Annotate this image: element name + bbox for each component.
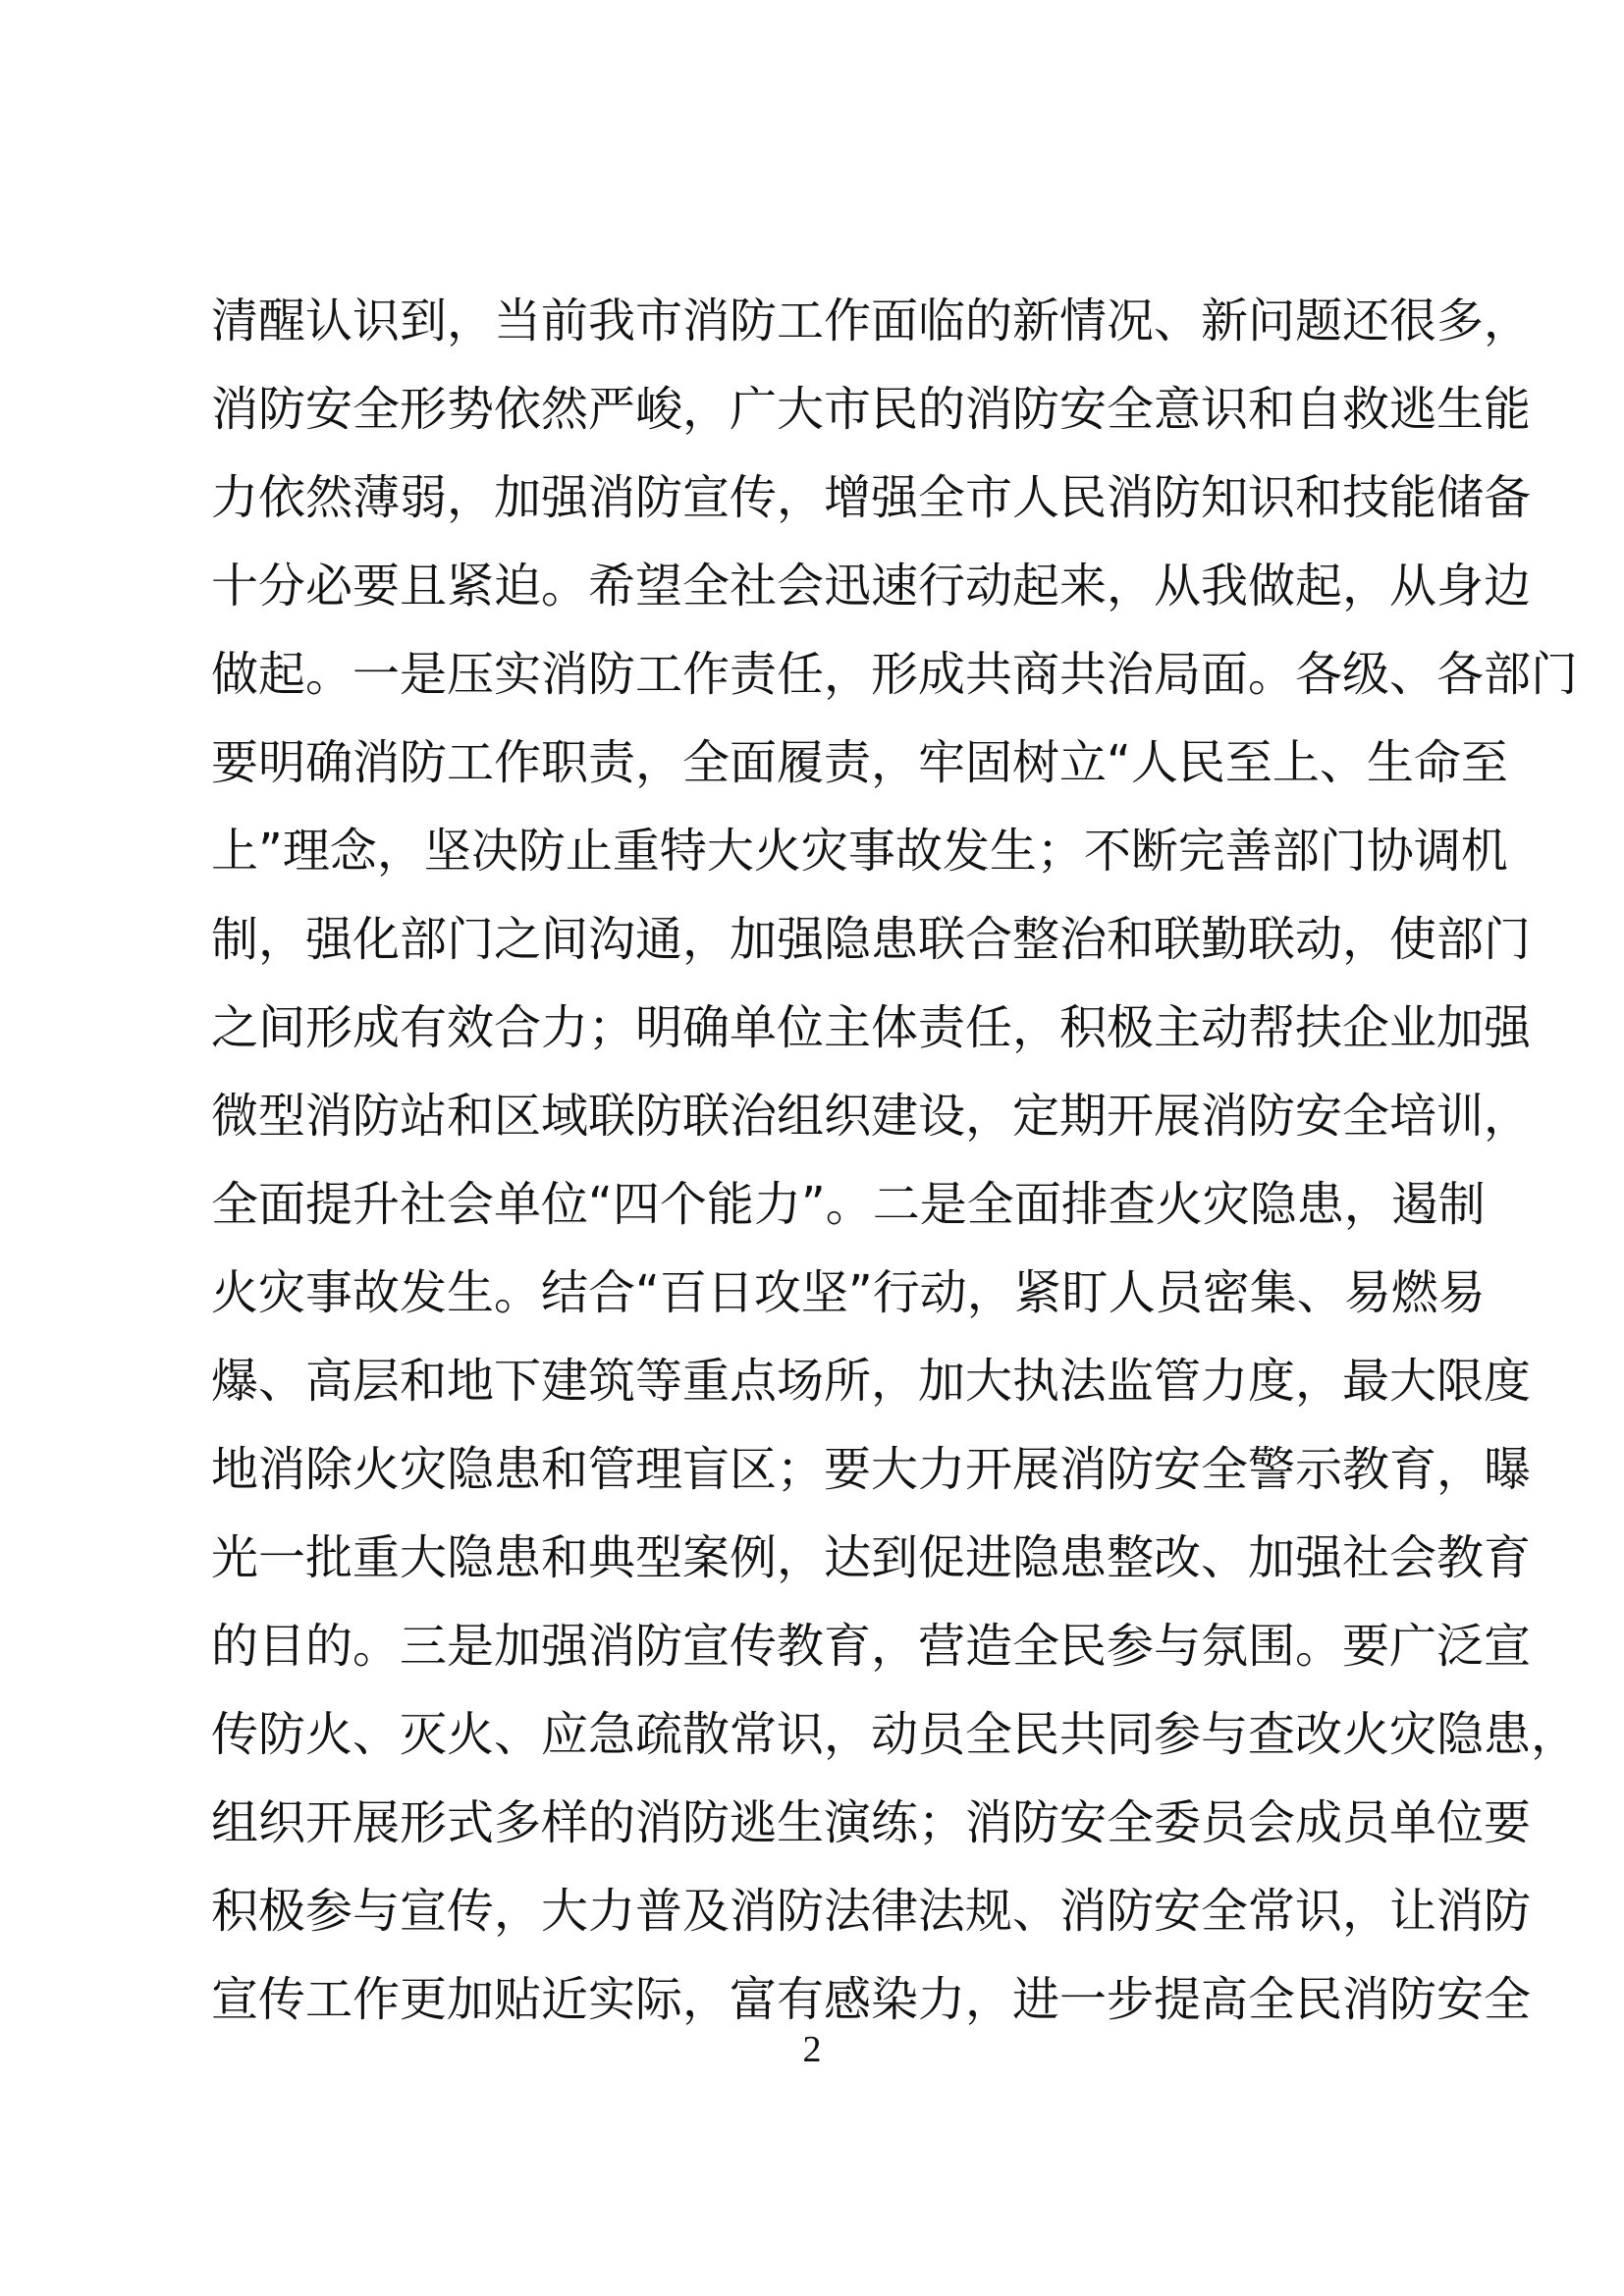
text-line: 积极参与宣传，大力普及消防法律法规、消防安全常识，让消防 bbox=[211, 1884, 1532, 1939]
text-line: 光一批重大隐患和典型案例，达到促进隐患整改、加强社会教育 bbox=[211, 1530, 1532, 1585]
text-line: 微型消防站和区域联防联治组织建设，定期开展消防安全培训， bbox=[211, 1089, 1532, 1144]
text-line: 爆、高层和地下建筑等重点场所，加大执法监管力度，最大限度 bbox=[211, 1354, 1532, 1409]
text-line: 要明确消防工作职责，全面履责，牢固树立“人民至上、生命至 bbox=[211, 735, 1508, 790]
text-line: 消防安全形势依然严峻，广大市民的消防安全意识和自救逃生能 bbox=[211, 382, 1532, 437]
text-line: 十分必要且紧迫。希望全社会迅速行动起来，从我做起，从身边 bbox=[211, 559, 1532, 614]
text-line: 传防火、灭火、应急疏散常识，动员全民共同参与查改火灾隐患， bbox=[211, 1707, 1579, 1762]
text-line: 全面提升社会单位“四个能力”。二是全面排查火灾隐患，遏制 bbox=[211, 1177, 1486, 1232]
text-line: 做起。一是压实消防工作责任，形成共商共治局面。各级、各部门 bbox=[211, 647, 1579, 702]
text-line: 火灾事故发生。结合“百日攻坚”行动，紧盯人员密集、易燃易 bbox=[211, 1265, 1486, 1320]
body-text bbox=[211, 277, 1579, 2044]
text-line: 宣传工作更加贴近实际，富有感染力，进一步提高全民消防安全 bbox=[211, 1972, 1532, 2027]
text-line: 制，强化部门之间沟通，加强隐患联合整治和联勤联动，使部门 bbox=[211, 912, 1532, 967]
text-line: 力依然薄弱，加强消防宣传，增强全市人民消防知识和技能储备 bbox=[211, 470, 1532, 525]
text-line: 之间形成有效合力；明确单位主体责任，积极主动帮扶企业加强 bbox=[211, 1000, 1532, 1055]
text-line: 上”理念，坚决防止重特大火灾事故发生；不断完善部门协调机 bbox=[211, 824, 1508, 879]
text-line: 地消除火灾隐患和管理盲区；要大力开展消防安全警示教育，曝 bbox=[211, 1442, 1532, 1497]
page-number: 2 bbox=[802, 2029, 822, 2070]
text-line: 的目的。三是加强消防宣传教育，营造全民参与氛围。要广泛宣 bbox=[211, 1619, 1532, 1674]
text-line: 组织开展形式多样的消防逃生演练；消防安全委员会成员单位要 bbox=[211, 1795, 1532, 1850]
text-line: 清醒认识到，当前我市消防工作面临的新情况、新问题还很多， bbox=[211, 294, 1532, 348]
